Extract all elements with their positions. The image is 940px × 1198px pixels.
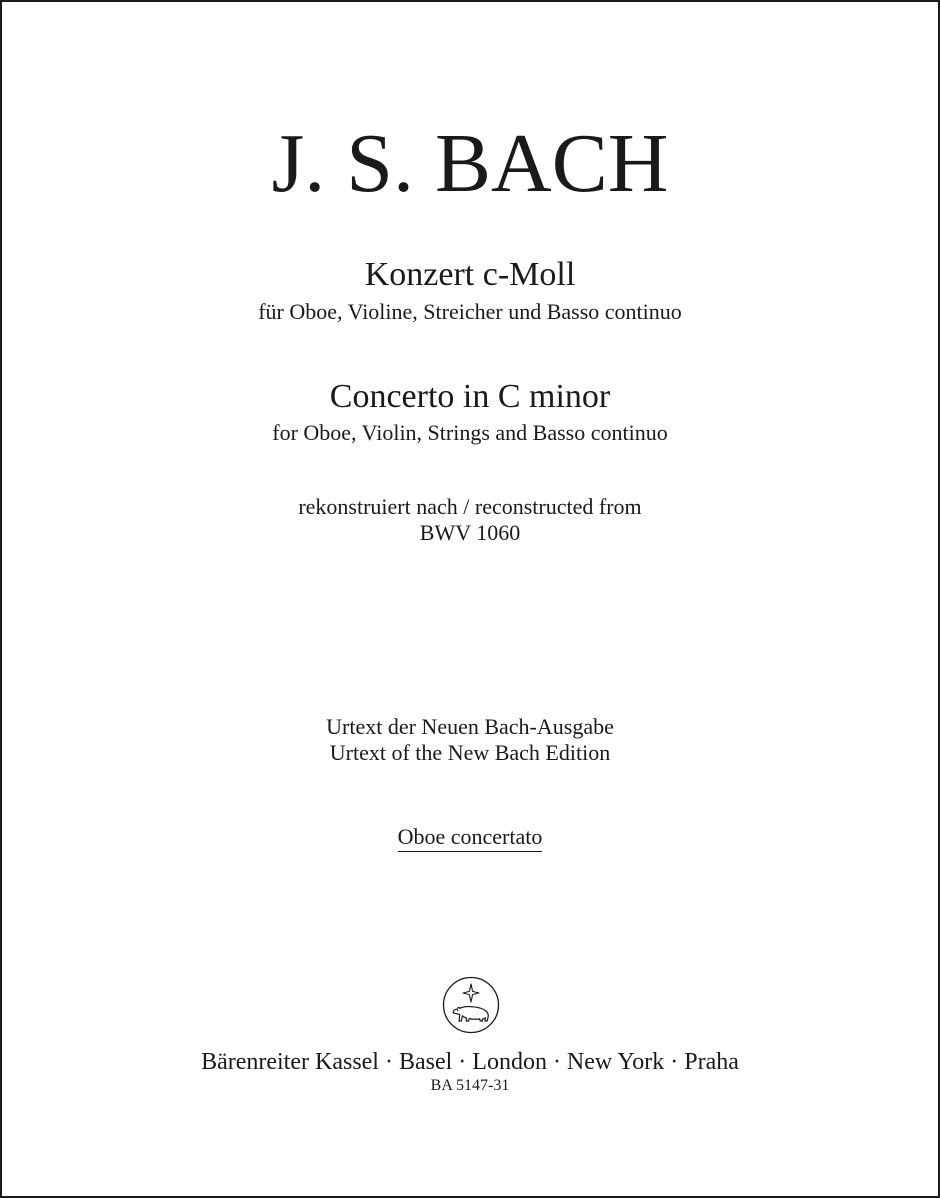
catalog-number: BA 5147-31 [430, 1077, 510, 1094]
subtitle-english: for Oboe, Violin, Strings and Basso continuo [272, 420, 668, 445]
urtext-german: Urtext der Neuen Bach-Ausgabe [326, 714, 614, 739]
part-label: Oboe concertato [398, 826, 543, 852]
baerenreiter-bear-star-logo-icon [442, 976, 500, 1034]
bwv-number: BWV 1060 [419, 520, 521, 545]
title-german: Konzert c-Moll [364, 256, 576, 293]
subtitle-german: für Oboe, Violine, Streicher und Basso continuo [258, 299, 682, 324]
urtext-english: Urtext of the New Bach Edition [329, 740, 611, 765]
reconstruction-note: rekonstruiert nach / reconstructed from [298, 494, 642, 519]
publisher-line: Bärenreiter Kassel · Basel · London · New York · Praha [201, 1049, 739, 1075]
title-english: Concerto in C minor [329, 378, 611, 415]
part-label-wrap [0, 826, 940, 852]
composer-name: J. S. BACH [271, 117, 669, 210]
